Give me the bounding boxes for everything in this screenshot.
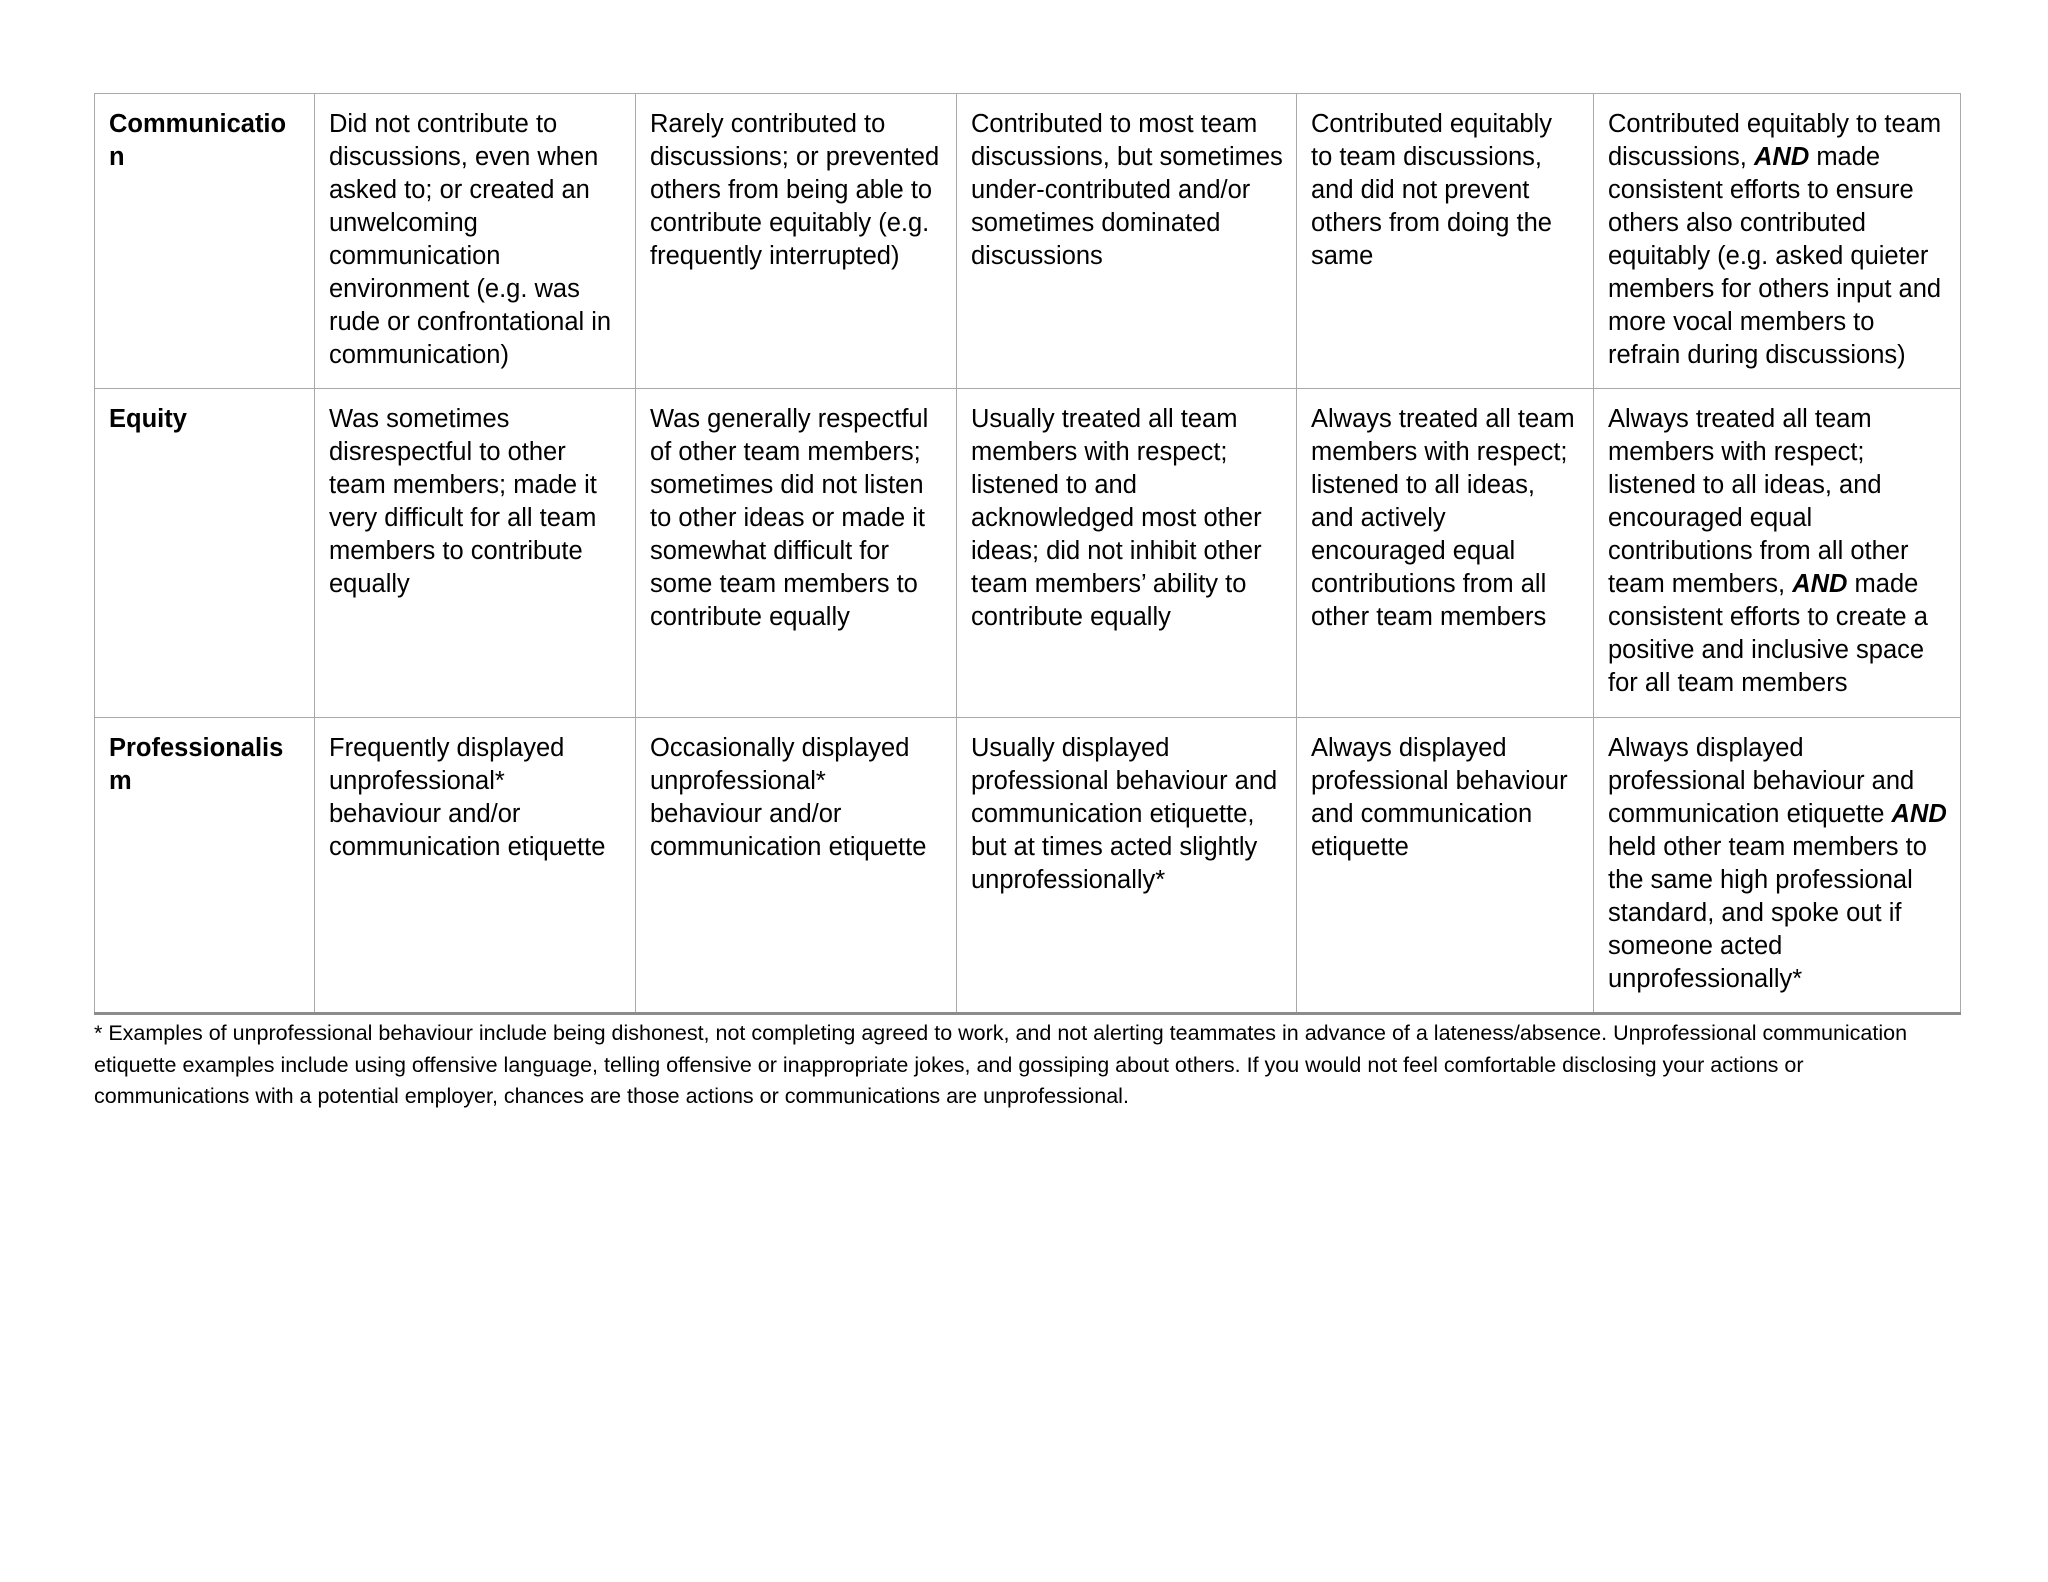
emphasis-and: AND (1753, 143, 1810, 171)
rubric-page (94, 93, 1960, 1113)
level-text: Contributed equitably to team discussions, (1608, 110, 1942, 171)
rubric-table (94, 93, 1961, 1015)
criterion-equity: Equity (95, 389, 315, 718)
level-text: made consistent efforts to create a positive and inclusive space for all team members (1608, 570, 1928, 697)
level-text: held other team members to the same high professional standard, and spoke out if someone acted unprofessionally* (1608, 833, 1927, 993)
level-cell: Rarely contributed to discussions; or prevented others from being able to contribute equitably (e.g. frequently interrupted) (636, 94, 957, 389)
level-cell: Did not contribute to discussions, even when asked to; or created an unwelcoming communication environment (e.g. was rude or confrontational in communication) (315, 94, 636, 389)
footnote: * Examples of unprofessional behaviour include being dishonest, not completing agreed to work, and not alerting teammates in advance of a lateness/absence. Unprofessional communication etiquette examples include using offensive language, telling offensive or inappropriate jokes, and gossiping about others. If you would not feel comfortable disclosing your actions or communications with a potential employer, chances are those actions or communications are unprofessional. (94, 1021, 1908, 1108)
level-cell-highest (1594, 94, 1961, 389)
level-cell: Was generally respectful of other team members; sometimes did not listen to other ideas or made it somewhat difficult for some team members to contribute equally (636, 389, 957, 718)
level-cell: Was sometimes disrespectful to other team members; made it very difficult for all team members to contribute equally (315, 389, 636, 718)
level-cell: Usually displayed professional behaviour and communication etiquette, but at times acted slightly unprofessionally* (957, 718, 1297, 1014)
emphasis-and: AND (1891, 800, 1947, 828)
level-text: made consistent efforts to ensure others also contributed equitably (e.g. asked quieter members for others input and more vocal members to refrain during discussions) (1608, 143, 1942, 369)
level-cell-highest (1594, 718, 1961, 1014)
table-row-professionalism (95, 718, 1961, 1014)
criterion-professionalism: Professionalism (95, 718, 315, 1014)
level-cell: Always treated all team members with respect; listened to all ideas, and actively encouraged equal contributions from all other team members (1297, 389, 1594, 718)
level-cell: Usually treated all team members with respect; listened to and acknowledged most other ideas; did not inhibit other team members’ ability to contribute equally (957, 389, 1297, 718)
criterion-communication: Communication (95, 94, 315, 389)
emphasis-and: AND (1792, 570, 1848, 598)
level-cell: Always displayed professional behaviour and communication etiquette (1297, 718, 1594, 1014)
level-cell-highest (1594, 389, 1961, 718)
level-cell: Contributed to most team discussions, but sometimes under-contributed and/or sometimes dominated discussions (957, 94, 1297, 389)
level-cell: Contributed equitably to team discussions, and did not prevent others from doing the same (1297, 94, 1594, 389)
level-text: Always displayed professional behaviour and communication etiquette (1608, 734, 1915, 828)
table-row-communication (95, 94, 1961, 389)
table-row-equity (95, 389, 1961, 718)
level-cell: Frequently displayed unprofessional* behaviour and/or communication etiquette (315, 718, 636, 1014)
level-cell: Occasionally displayed unprofessional* behaviour and/or communication etiquette (636, 718, 957, 1014)
level-text: Always treated all team members with respect; listened to all ideas, and encouraged equal contributions from all other team members, (1608, 405, 1909, 598)
